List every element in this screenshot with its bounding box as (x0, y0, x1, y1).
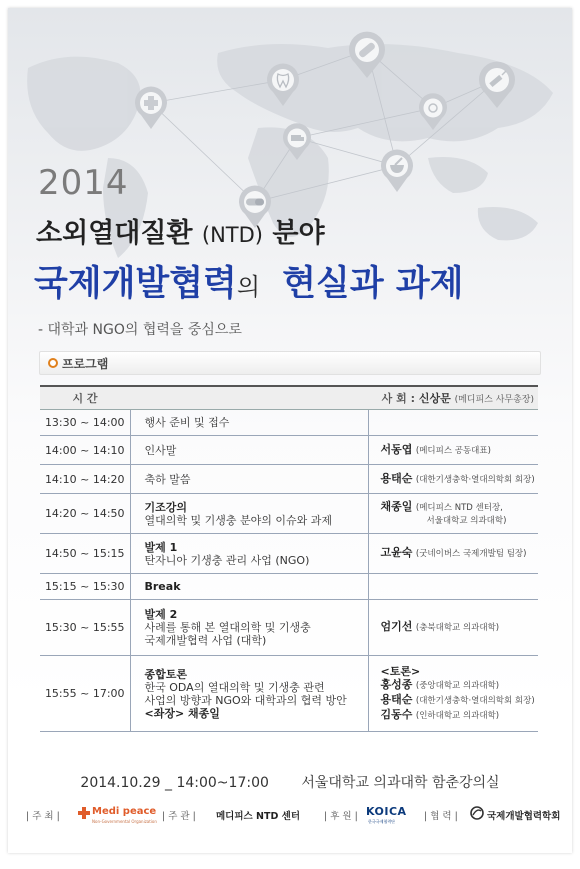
session-description: 열대의학 및 기생충 분야의 이슈와 과제 (144, 513, 332, 527)
support-subtitle: 한국국제협력단 (368, 819, 396, 824)
event-year: 2014 (38, 163, 129, 203)
session-title: 기조강의 (144, 500, 188, 514)
session-time: 14:20 ~ 14:50 (40, 494, 130, 534)
session-content (130, 656, 368, 732)
session-content (130, 494, 368, 534)
table-row (40, 574, 538, 600)
support-label: | 후 원 | (324, 811, 358, 822)
session-description: 탄자니아 기생충 관리 사업 (NGO) (144, 553, 310, 567)
session-chair (145, 707, 368, 720)
speaker-org: (메디피스 NTD 센터장, (415, 502, 503, 513)
session-speaker (368, 465, 538, 494)
session-description-line-2: 국제개발협력 사업 (대학) (144, 634, 267, 647)
subtitle-topic: 소외열대질환 (36, 218, 193, 249)
event-title (34, 256, 464, 306)
panel-label: <토론> (380, 664, 421, 678)
panelist-name: 김동수 (380, 707, 413, 721)
speaker-org: (굿네이버스 국제개발팀 팀장) (415, 549, 527, 559)
panelist (381, 693, 539, 708)
session-content (130, 436, 368, 465)
medipeace-logo-icon (78, 807, 90, 819)
panelist-org: (인하대학교 의과대학) (415, 710, 500, 721)
panelist (381, 678, 539, 693)
poster (8, 8, 572, 853)
session-content (130, 600, 368, 656)
moderator-prefix: 사 회 : (381, 392, 415, 405)
host-subtitle: Non-Governmental Organization (92, 819, 157, 824)
session-content (130, 410, 368, 436)
session-time: 15:15 ~ 15:30 (40, 574, 130, 600)
session-speaker (368, 410, 538, 436)
speaker-name: 엄기선 (380, 620, 413, 633)
session-time: 14:00 ~ 14:10 (40, 436, 130, 465)
session-description: 인사말 (144, 443, 177, 457)
moderator-org: (메디피스 사무총장) (454, 395, 534, 405)
speaker-name: 서동엽 (380, 442, 413, 456)
table-row (40, 436, 538, 465)
program-label: 프로그램 (62, 357, 109, 371)
support-name: KOICA (366, 805, 407, 818)
title-particle: 의 (236, 273, 261, 301)
speaker-org: (대한기생충학·열대의학회 회장) (415, 474, 535, 485)
first-aid-icon (135, 87, 167, 129)
event-details (8, 772, 572, 792)
host-label: | 주 최 | (26, 811, 60, 822)
table-header-row (40, 386, 538, 410)
session-time: 13:30 ~ 14:00 (40, 410, 130, 436)
chair-name: 채종일 (188, 706, 220, 720)
speaker-name: 채종일 (380, 499, 413, 513)
session-time: 15:30 ~ 15:55 (40, 600, 130, 656)
speaker-org: (메디피스 공동대표) (415, 445, 491, 456)
session-speaker (368, 600, 538, 656)
table-row (40, 494, 538, 534)
society-logo-icon (470, 806, 484, 820)
title-part-1: 국제개발협력 (34, 264, 237, 304)
speaker-name: 용태순 (380, 471, 413, 485)
event-venue: 서울대학교 의과대학 함춘강의실 (301, 775, 500, 791)
session-speaker (368, 494, 538, 534)
organizer-label: | 주 관 | (162, 811, 196, 822)
session-content (130, 465, 368, 494)
event-tagline: - 대학과 NGO의 협력을 중심으로 (38, 322, 242, 338)
speaker-org: (충북대학교 의과대학) (415, 623, 500, 633)
panelist-name: 용태순 (380, 692, 413, 706)
panelist-org: (대한기생충학·열대의학회 회장) (415, 695, 535, 706)
pill-bowl-icon (381, 150, 413, 192)
speaker-name: 고윤숙 (380, 546, 413, 559)
event-datetime: 2014.10.29 _ 14:00~17:00 (80, 775, 269, 791)
session-title: Break (144, 580, 181, 593)
session-description-line-2: 사업의 방향과 NGO와 대학과의 협력 방안 (144, 693, 347, 707)
time-column-header: 시 간 (40, 386, 130, 410)
session-title: 종합토론 (144, 667, 188, 681)
session-time: 14:50 ~ 15:15 (40, 534, 130, 574)
bullet-ring-icon (48, 358, 58, 368)
session-description: 한국 ODA의 열대의학 및 기생충 관련 (144, 680, 325, 694)
speaker-org-line-2: 서울대학교 의과대학) (426, 515, 507, 526)
coop-label: | 협 력 | (424, 811, 458, 822)
coop-name: 국제개발협력학회 (487, 811, 561, 822)
table-row (40, 600, 538, 656)
session-speaker (368, 534, 538, 574)
moderator-header (130, 386, 538, 410)
table-row (40, 534, 538, 574)
panelist-org: (중앙대학교 의과대학) (415, 680, 500, 691)
subtitle-ntd: (NTD) (201, 223, 263, 247)
table-row (40, 656, 538, 732)
program-section-header (39, 351, 541, 375)
session-content (130, 534, 368, 574)
session-content (130, 574, 368, 600)
sponsor-bar (26, 802, 561, 826)
event-subtitle (36, 211, 325, 250)
session-speaker (368, 436, 538, 465)
session-speaker (368, 574, 538, 600)
table-row (40, 410, 538, 436)
session-description: 행사 준비 및 접수 (144, 416, 230, 429)
session-time: 15:55 ~ 17:00 (40, 656, 130, 732)
session-description: 축하 말씀 (144, 472, 191, 486)
subtitle-field: 분야 (272, 218, 325, 249)
panelist (381, 708, 539, 723)
table-row (40, 465, 538, 494)
panelist-name: 홍성종 (380, 677, 413, 691)
session-panel (368, 656, 538, 732)
host-name: Medi peace (92, 806, 157, 817)
program-table (40, 385, 538, 732)
moderator-name: 신상문 (418, 392, 451, 405)
session-title: 발제 1 (144, 540, 178, 554)
organizer-name: 메디피스 NTD 센터 (216, 811, 300, 822)
title-part-2: 현실과 과제 (282, 264, 464, 304)
session-time: 14:10 ~ 14:20 (40, 465, 130, 494)
session-description: 사례를 통해 본 열대의학 및 기생충 (144, 621, 311, 634)
session-title: 발제 2 (144, 608, 178, 621)
chair-label: <좌장> (144, 706, 185, 720)
